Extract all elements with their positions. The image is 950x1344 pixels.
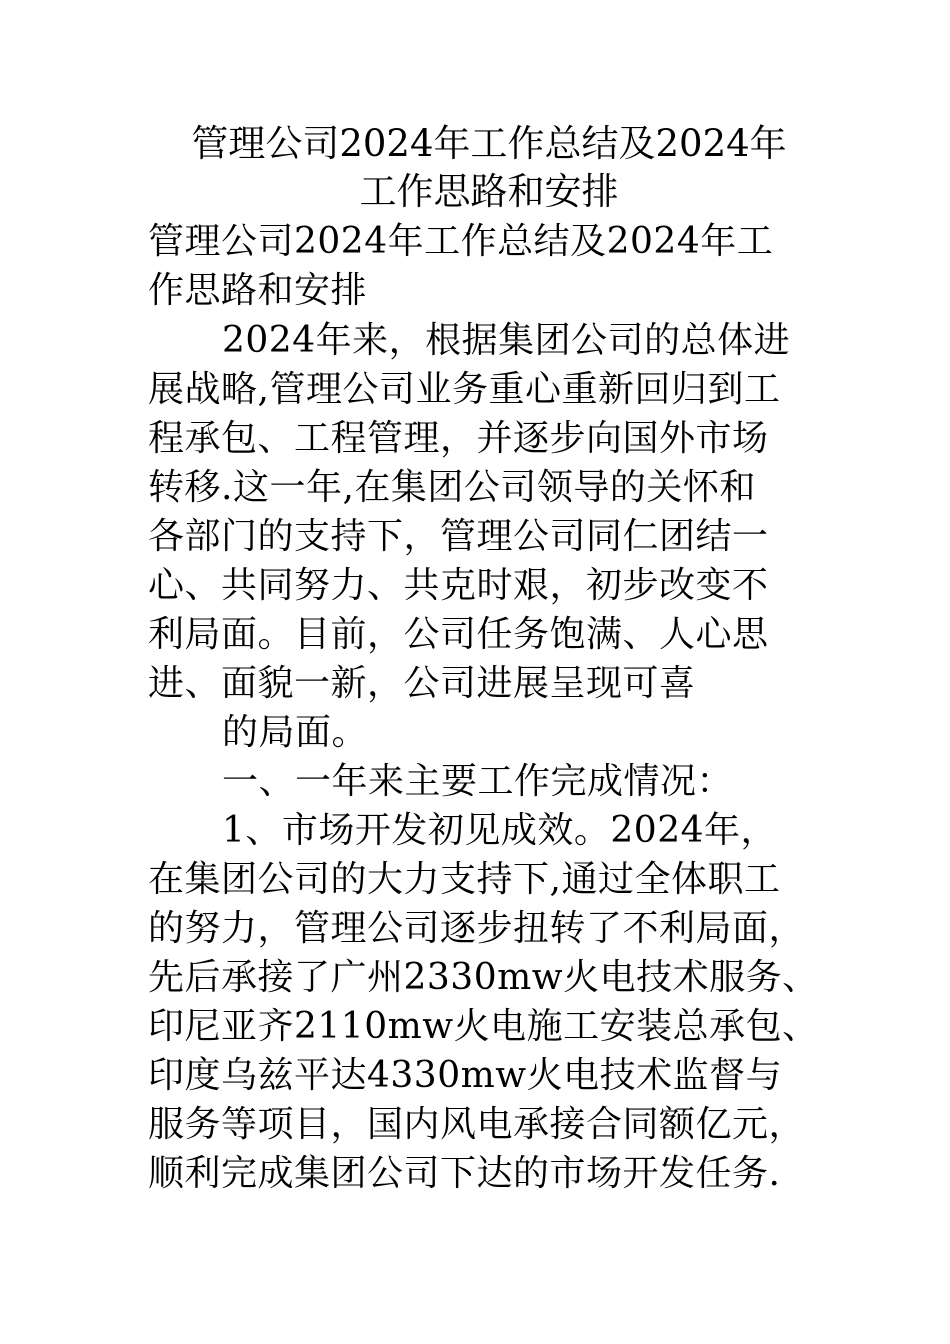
paragraph-line: 印尼亚齐2110mw火电施工安装总承包、 — [148, 1006, 819, 1047]
paragraph-line: 顺利完成集团公司下达的市场开发任务. — [148, 1153, 781, 1194]
paragraph-line: 服务等项目，国内风电承接合同额亿元， — [148, 1104, 806, 1145]
item-1-paragraph — [148, 806, 838, 1198]
paragraph-line: 先后承接了广州2330mw火电技术服务、 — [148, 957, 819, 998]
subtitle-line: 作思路和安排 — [148, 270, 368, 311]
subtitle-line: 管理公司2024年工作总结及2024年工 — [148, 221, 774, 262]
paragraph-line: 转移.这一年,在集团公司领导的关怀和 — [148, 467, 756, 508]
paragraph-line: 1、市场开发初见成效。2024年， — [222, 810, 778, 851]
paragraph-line: 各部门的支持下，管理公司同仁团结一 — [148, 516, 769, 557]
paragraph-line: 进、面貌一新，公司进展呈现可喜 — [148, 663, 696, 704]
paragraph-line: 的局面。 — [222, 712, 369, 753]
intro-paragraph — [148, 316, 838, 708]
paragraph-line: 的努力，管理公司逐步扭转了不利局面， — [148, 908, 806, 949]
document-title — [140, 120, 838, 216]
title-line: 管理公司2024年工作总结及2024年 — [191, 122, 787, 165]
paragraph-line: 心、共同努力、共克时艰，初步改变不 — [148, 565, 769, 606]
paragraph-line: 印度乌兹平达4330mw火电技术监督与 — [148, 1055, 783, 1096]
paragraph-line: 在集团公司的大力支持下,通过全体职工 — [148, 859, 781, 900]
paragraph-line: 展战略,管理公司业务重心重新回归到工 — [148, 369, 781, 410]
section-heading-text: 一、一年来主要工作完成情况： — [222, 761, 734, 802]
document-subtitle — [148, 218, 838, 316]
section-heading — [148, 757, 838, 806]
document-body — [148, 120, 838, 1198]
intro-tail-paragraph — [148, 708, 838, 757]
title-line: 工作思路和安排 — [359, 170, 619, 213]
paragraph-line: 2024年来，根据集团公司的总体进 — [222, 320, 791, 361]
paragraph-line: 程承包、工程管理，并逐步向国外市场 — [148, 418, 769, 459]
paragraph-line: 利局面。目前，公司任务饱满、人心思 — [148, 614, 769, 655]
